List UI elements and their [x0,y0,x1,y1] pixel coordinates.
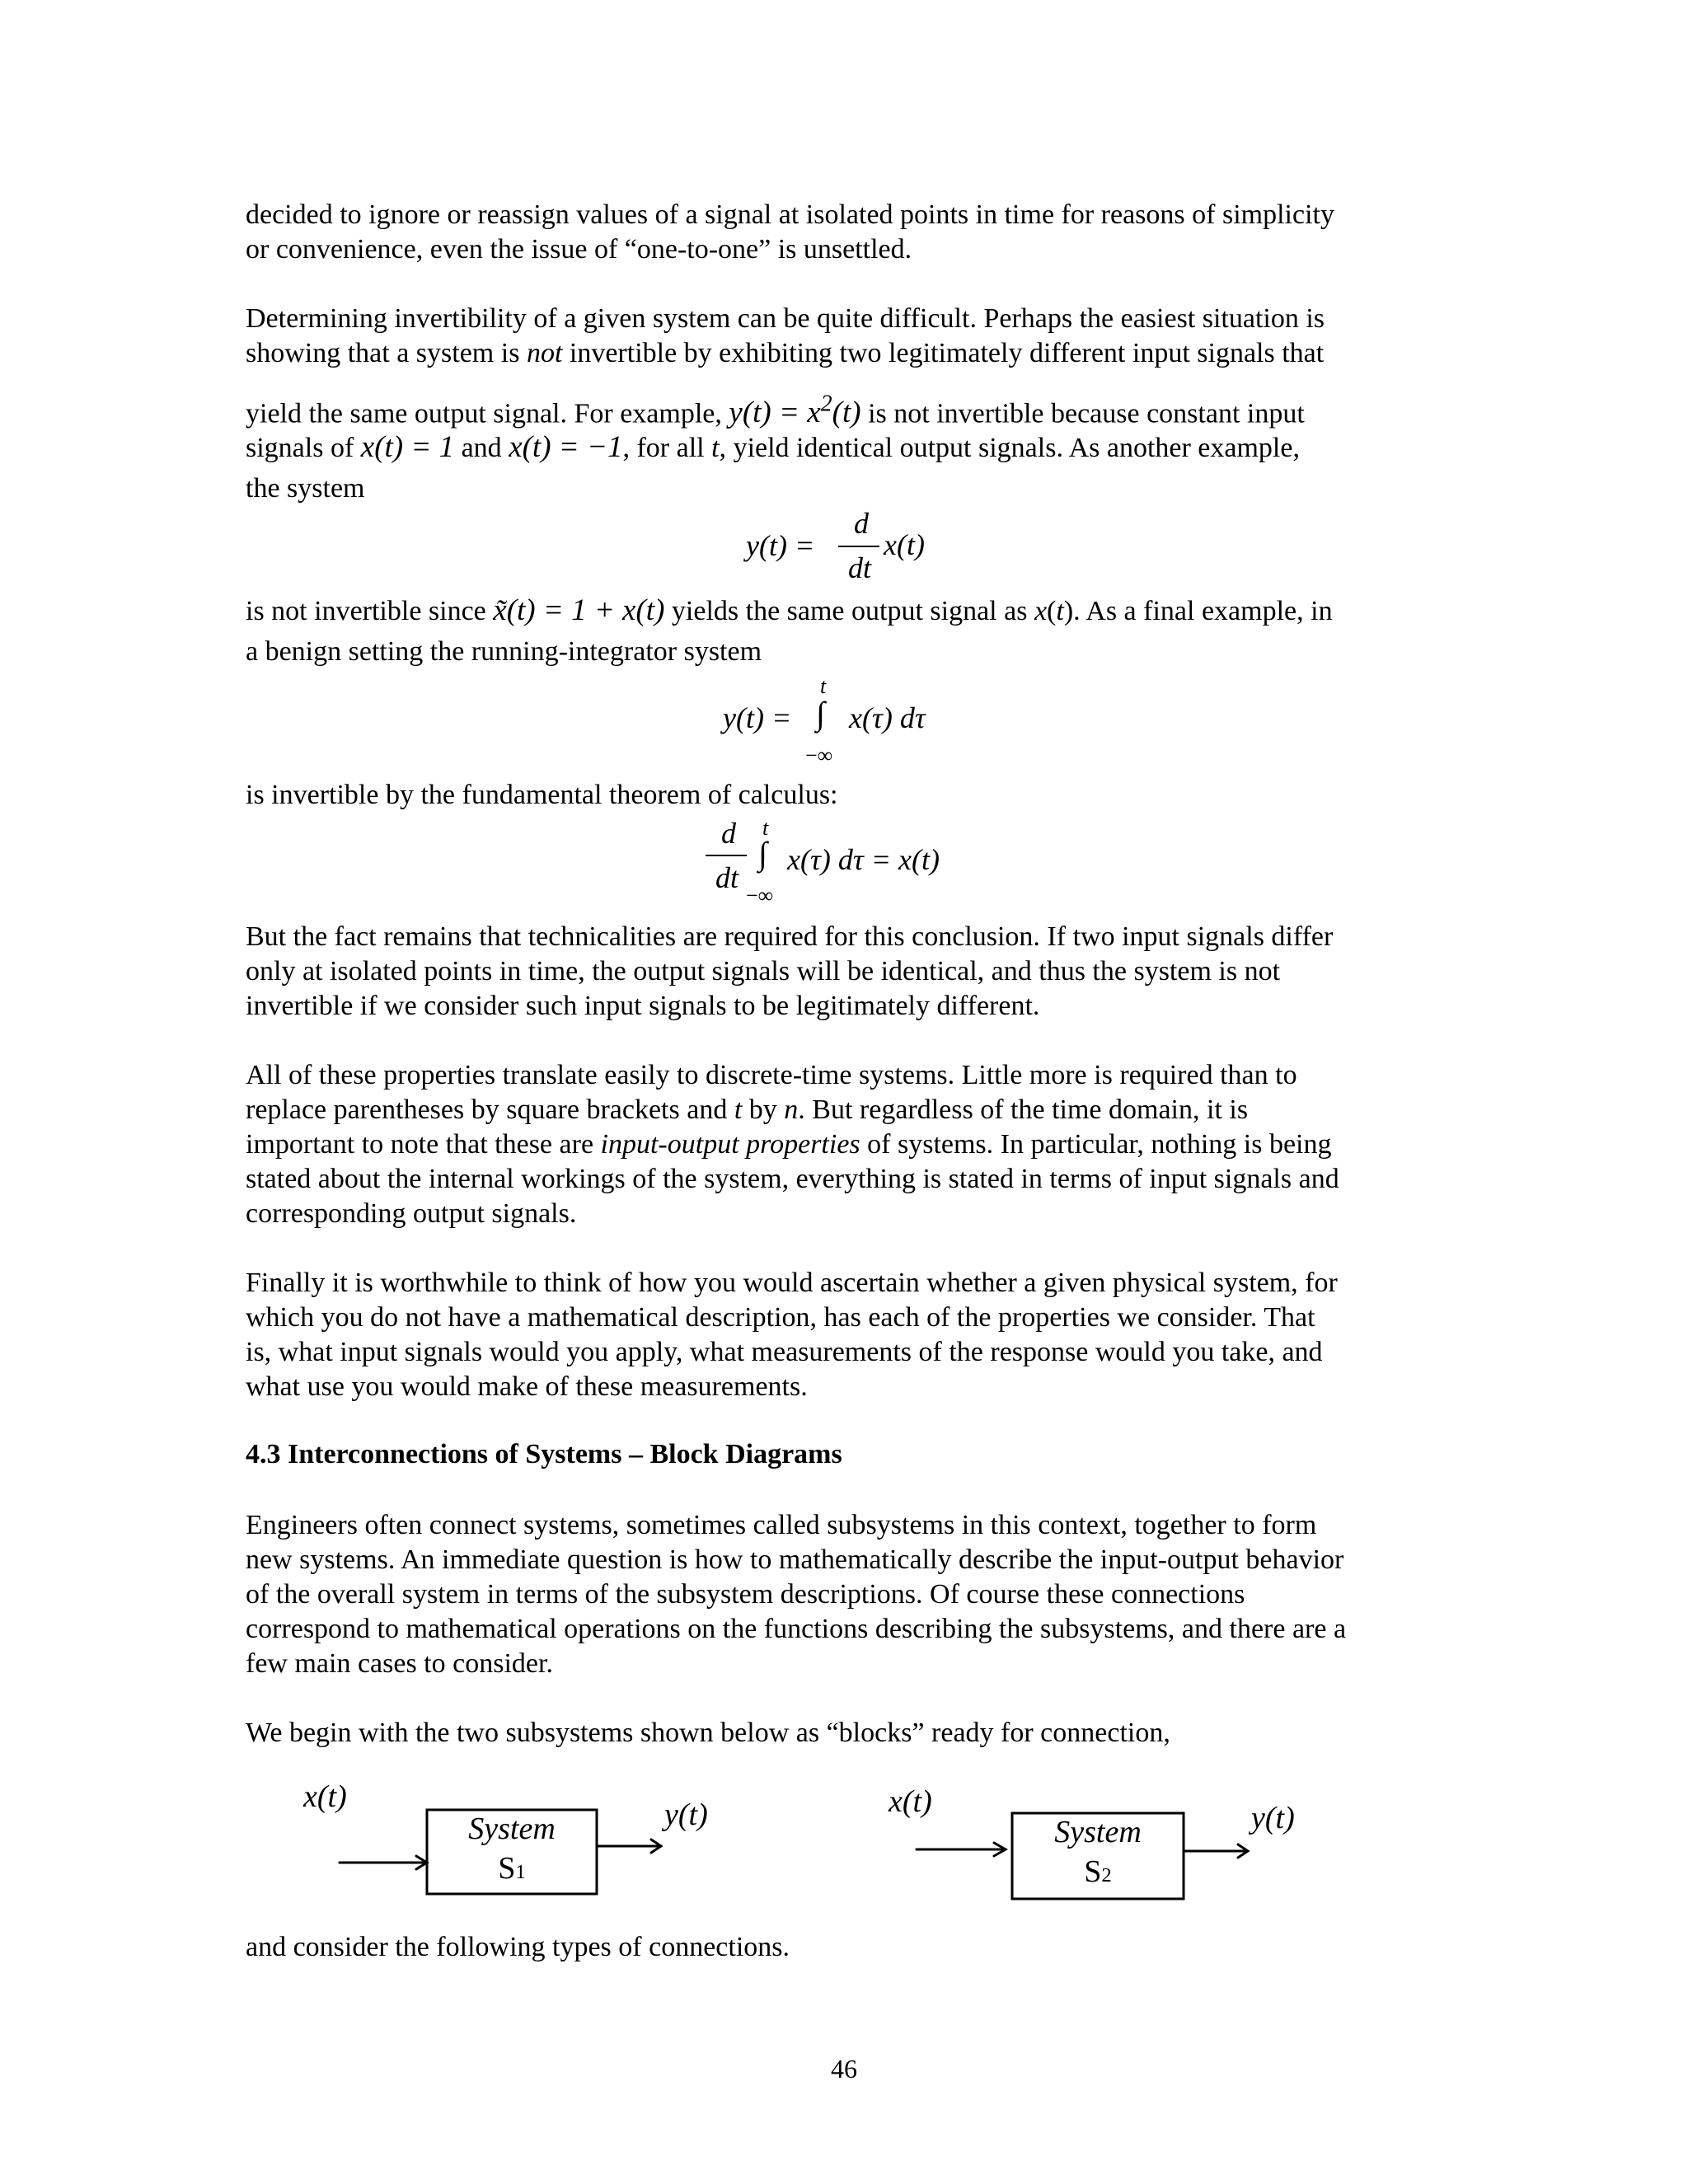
emphasis: n [784,1094,799,1125]
paragraph-line: We begin with the two subsystems shown below as “blocks” ready for connection, [246,1718,1170,1748]
input-label-s2: x(t) [889,1784,932,1819]
inline-equation: x̃(t) = 1 + x(t) [493,593,665,627]
section-heading: 4.3 Interconnections of Systems – Block Diagrams [246,1439,842,1469]
superscript: 2 [820,391,832,417]
integral-upper-limit: t [762,816,769,840]
inline-equation: x(t) = 1 [360,430,455,464]
equation-lhs: y(t) = [723,701,792,734]
integral-upper-limit: t [820,674,827,698]
paragraph-line: the system [246,473,365,504]
paragraph-line: which you do not have a mathematical description, has each of the properties we consider. That [246,1302,1315,1333]
text-run: replace parentheses by square brackets and [246,1094,734,1125]
emphasis: t [1056,596,1064,626]
integral-sign: ∫ [758,835,767,872]
equation-rhs: x(t) [884,528,925,561]
paragraph-line: or convenience, even the issue of “one-to-one” is unsettled. [246,234,912,265]
text-run: of systems. In particular, nothing is being [860,1129,1332,1160]
text-run: important to note that these are [246,1129,601,1160]
system-name-s2 [1012,1853,1184,1895]
paragraph-line: decided to ignore or reassign values of a signal at isolated points in time for reasons of simplicity [246,199,1334,230]
paragraph-line: Engineers often connect systems, sometimes called subsystems in this context, together to form [246,1510,1317,1540]
emphasis: t [734,1094,743,1125]
text-run: by [742,1094,785,1125]
paragraph-line: new systems. An immediate question is how to mathematically describe the input-output behavior [246,1544,1344,1575]
fraction-denominator: dt [847,551,871,584]
paragraph-line: invertible if we consider such input signals to be legitimately different. [246,991,1040,1021]
text-run: and [454,433,509,463]
emphasis: t, [711,433,727,463]
paragraph-line: a benign setting the running-integrator system [246,636,762,667]
paragraph-line: Determining invertibility of a given system can be quite difficult. Perhaps the easiest situation is [246,303,1325,334]
paragraph-line: correspond to mathematical operations on the functions describing the subsystems, and there are a [246,1614,1347,1644]
paragraph-line: stated about the internal workings of the system, everything is stated in terms of input signals and [246,1164,1339,1194]
system-title-s1: System [468,1811,556,1846]
text-run: is not invertible since [246,596,494,626]
emphasis: x [1034,596,1048,626]
page-number: 46 [831,2054,857,2083]
text-run: yield the same output signal. For example, [246,398,729,429]
paragraph-line: is, what input signals would you apply, what measurements of the response would you take, and [246,1337,1323,1367]
integral-lower-limit: −∞ [746,883,774,907]
system-name-s1 [427,1849,597,1891]
paragraph-line: All of these properties translate easily to discrete-time systems. Little more is required than to [246,1060,1297,1090]
paragraph-line: of the overall system in terms of the subsystem descriptions. Of course these connections [246,1579,1245,1610]
emphasis: input-output properties [600,1129,860,1160]
fraction-numerator: d [854,507,869,540]
equation-rhs: x(τ) dτ = x(t) [787,843,940,876]
paragraph-line: few main cases to consider. [246,1648,553,1679]
paragraph-line: corresponding output signals. [246,1198,577,1229]
system-letter: S [1084,1854,1102,1889]
paragraph-line: But the fact remains that technicalities are required for this conclusion. If two input signals differ [246,921,1334,952]
paragraph-line: Finally it is worthwhile to think of how you would ascertain whether a given physical system, for [246,1268,1338,1298]
text-run: ). As a final example, in [1063,596,1333,626]
text-run: . But regardless of the time domain, it is [798,1094,1249,1125]
inline-equation: x(t) = −1 [509,430,623,464]
integral-sign: ∫ [816,695,825,732]
text-run: yield identical output signals. As another example, [726,433,1300,463]
output-label-s1: y(t) [664,1797,708,1832]
text-run: signals of [246,433,361,463]
paragraph-line: and consider the following types of connections. [246,1932,790,1962]
text-run: invertible by exhibiting two legitimately different input signals that [562,338,1325,368]
equation-part: y(t) = x [729,396,821,430]
emphasis: not [526,338,563,368]
system-subscript: 2 [1101,1864,1112,1886]
paragraph-line: only at isolated points in time, the output signals will be identical, and thus the system is not [246,956,1281,987]
text-run: showing that a system is [246,338,527,368]
text-run: yields the same output signal as [664,596,1034,626]
output-label-s2: y(t) [1251,1801,1295,1835]
text-run: is not invertible because constant input [860,398,1305,429]
paragraph-line: is invertible by the fundamental theorem of calculus: [246,780,838,810]
fraction-numerator: d [721,817,736,850]
equation-part: (t) [832,396,861,430]
text-run: ( [1047,596,1057,626]
text-run: , for all [622,433,712,463]
integral-lower-limit: −∞ [805,743,833,767]
system-subscript: 1 [515,1861,526,1883]
equation-lhs: y(t) = [746,529,815,562]
integrand: x(τ) dτ [849,701,926,734]
paragraph-line: what use you would make of these measurements. [246,1371,808,1402]
input-label-s1: x(t) [303,1779,347,1814]
system-title-s2: System [1054,1815,1142,1849]
system-letter: S [498,1851,516,1886]
fraction-denominator: dt [715,861,738,894]
